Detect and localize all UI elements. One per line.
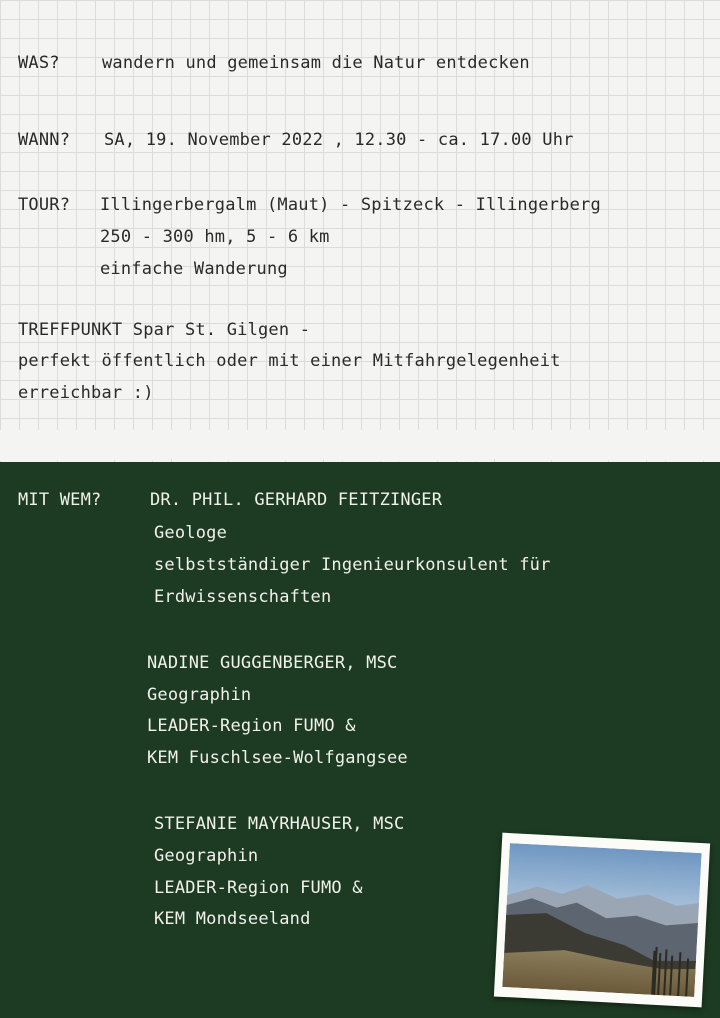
person-name: STEFANIE MAYRHAUSER, MSC — [154, 814, 405, 834]
person-detail: KEM Mondseeland — [154, 909, 311, 929]
wann-label: WANN? — [18, 130, 71, 150]
person-name: DR. PHIL. GERHARD FEITZINGER — [150, 490, 443, 510]
tour-line: einfache Wanderung — [100, 259, 288, 279]
tour-label: TOUR? — [18, 195, 71, 215]
person-detail: Geologe — [154, 523, 228, 543]
person-detail: Erdwissenschaften — [154, 587, 332, 607]
was-label: WAS? — [18, 53, 60, 73]
person-detail: KEM Fuschlsee-Wolfgangsee — [147, 748, 408, 768]
person-detail: Geographin — [154, 846, 259, 866]
person-detail: LEADER-Region FUMO & — [147, 716, 356, 736]
treffpunkt-line: TREFFPUNKT Spar St. Gilgen - — [18, 320, 311, 340]
person-name: NADINE GUGGENBERGER, MSC — [147, 653, 398, 673]
mit-wem-label: MIT WEM? — [18, 490, 102, 510]
person-detail: Geographin — [147, 685, 252, 705]
landscape-photo-frame — [494, 833, 710, 1008]
treffpunkt-line: erreichbar :) — [18, 383, 154, 403]
mountain-landscape-photo — [502, 843, 701, 997]
tour-line: Illingerbergalm (Maut) - Spitzeck - Illingerberg — [100, 195, 601, 215]
person-detail: LEADER-Region FUMO & — [154, 878, 363, 898]
tour-line: 250 - 300 hm, 5 - 6 km — [100, 227, 330, 247]
was-text: wandern und gemeinsam die Natur entdecken — [102, 53, 530, 73]
wann-text: SA, 19. November 2022 , 12.30 - ca. 17.00 Uhr — [104, 130, 574, 150]
person-detail: selbstständiger Ingenieurkonsulent für — [154, 555, 551, 575]
treffpunkt-line: perfekt öffentlich oder mit einer Mitfahrgelegenheit — [18, 351, 561, 371]
